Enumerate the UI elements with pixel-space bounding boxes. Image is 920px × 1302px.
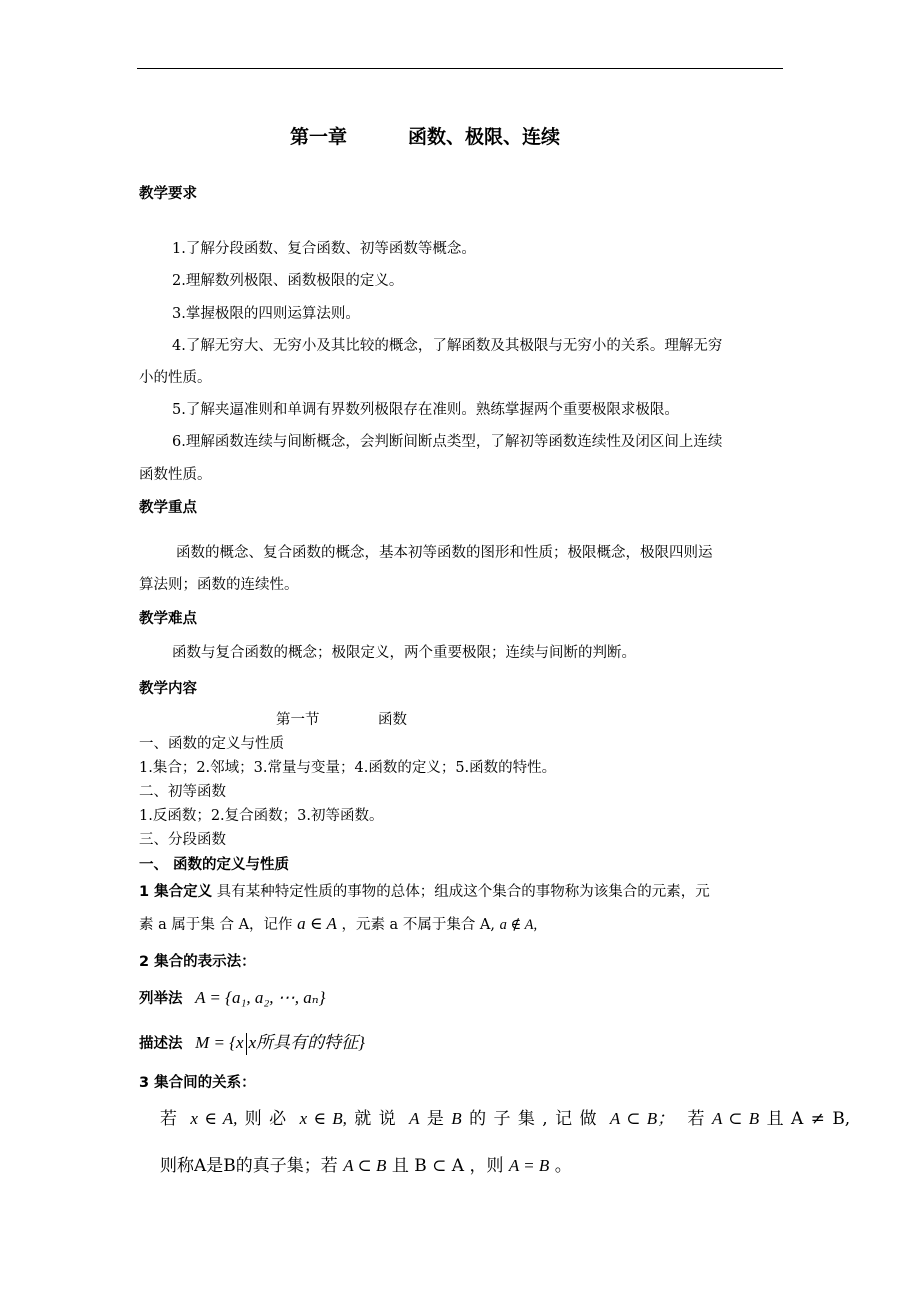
description-formula-left: M = {x xyxy=(195,1033,244,1052)
enumeration-label: 列举法 xyxy=(139,991,183,1007)
membership-text: 素 a 属于集 合 A，记作 xyxy=(139,917,293,933)
relation-formula: A ⊂ B xyxy=(343,1156,387,1175)
relations-line-1 xyxy=(160,1107,850,1131)
requirement-item: 2.理解数列极限、函数极限的定义。 xyxy=(172,273,404,289)
non-membership-text: ，元素 a 不属于集合 A, xyxy=(341,917,496,933)
relation-formula: B xyxy=(451,1109,462,1128)
outline-item: 三、分段函数 xyxy=(139,832,226,848)
outline-item: 一、函数的定义与性质 xyxy=(139,736,284,752)
relation-text: 且 xyxy=(391,1156,409,1176)
relation-text: 就 说 xyxy=(354,1109,396,1129)
difficulties-text: 函数与复合函数的概念；极限定义，两个重要极限；连续与间断的判断。 xyxy=(172,645,636,661)
relation-text: 则称A是B的真子集；若 xyxy=(160,1156,338,1176)
membership-formula: a ∈ A xyxy=(297,914,337,933)
difficulties-heading: 教学难点 xyxy=(139,611,197,627)
relation-formula: B ⊂ A xyxy=(414,1156,465,1176)
requirement-item: 3.掌握极限的四则运算法则。 xyxy=(172,306,360,322)
representation-heading: 2 集合的表示法： xyxy=(139,954,256,970)
relation-formula: A = B xyxy=(508,1156,550,1175)
outline-item: 二、初等函数 xyxy=(139,784,226,800)
relation-formula: A ⊂ B； xyxy=(609,1109,675,1128)
requirements-heading: 教学要求 xyxy=(139,186,197,202)
description-formula-right: x所具有的特征} xyxy=(248,1033,365,1052)
key-points-text: 函数的概念、复合函数的概念，基本初等函数的图形和性质；极限概念，极限四则运 xyxy=(176,545,713,561)
relation-formula: x ∈ B, xyxy=(299,1109,347,1128)
requirement-item: 1.了解分段函数、复合函数、初等函数等概念。 xyxy=(172,241,476,257)
relation-text: 若 xyxy=(687,1109,705,1129)
requirement-item: 4.了解无穷大、无穷小及其比较的概念，了解函数及其极限与无穷小的关系。理解无穷 xyxy=(172,338,723,354)
relation-text: 。 xyxy=(554,1156,572,1176)
set-membership-line xyxy=(139,912,537,936)
section-title: 函数 xyxy=(378,712,407,728)
enumeration-formula: A = {a₁, a₂, ⋯, aₙ} xyxy=(195,988,326,1007)
section-number: 第一节 xyxy=(276,712,320,728)
relation-text: ，则 xyxy=(469,1156,504,1176)
relation-formula: x ∈ A, xyxy=(190,1109,238,1128)
non-membership-formula: a ∉ A, xyxy=(499,917,538,933)
content-heading: 教学内容 xyxy=(139,681,197,697)
key-points-text: 算法则；函数的连续性。 xyxy=(139,577,299,593)
set-definition-line xyxy=(139,882,710,902)
relation-text: 若 xyxy=(160,1109,177,1129)
set-definition-text: 具有某种特定性质的事物的总体；组成这个集合的事物称为该集合的元素，元 xyxy=(216,884,710,900)
description-label: 描述法 xyxy=(139,1036,183,1052)
relations-heading: 3 集合间的关系： xyxy=(139,1075,256,1091)
description-line xyxy=(139,1031,365,1055)
relation-formula: A xyxy=(409,1109,420,1128)
relation-text: 且 xyxy=(766,1109,784,1129)
requirement-item: 5.了解夹逼准则和单调有界数列极限存在准则。熟练掌握两个重要极限求极限。 xyxy=(172,402,679,418)
requirement-item: 6.理解函数连续与间断概念，会判断间断点类型，了解初等函数连续性及闭区间上连续 xyxy=(172,434,723,450)
relation-text: 的 子 集 , 记 做 xyxy=(469,1109,597,1129)
outline-item: 1.反函数；2.复合函数；3.初等函数。 xyxy=(139,808,384,824)
relation-text: 是 xyxy=(426,1109,444,1129)
set-definition-label: 1 集合定义 xyxy=(139,884,213,900)
enumeration-line xyxy=(139,986,325,1010)
set-builder-bar xyxy=(246,1033,247,1055)
requirement-item: 小的性质。 xyxy=(139,370,212,386)
relation-formula: A ≠ B, xyxy=(790,1109,851,1129)
chapter-title: 函数、极限、连续 xyxy=(408,126,561,148)
requirement-item: 函数性质。 xyxy=(139,467,212,483)
header-rule xyxy=(137,68,783,69)
key-points-heading: 教学重点 xyxy=(139,500,197,516)
relation-formula: A ⊂ B xyxy=(711,1109,760,1128)
relations-line-2 xyxy=(160,1154,572,1178)
chapter-number: 第一章 xyxy=(290,126,348,148)
part1-heading: 一、 函数的定义与性质 xyxy=(139,857,290,873)
relation-text: 则 必 xyxy=(244,1109,287,1129)
outline-item: 1.集合；2.邻域；3.常量与变量；4.函数的定义；5.函数的特性。 xyxy=(139,760,557,776)
